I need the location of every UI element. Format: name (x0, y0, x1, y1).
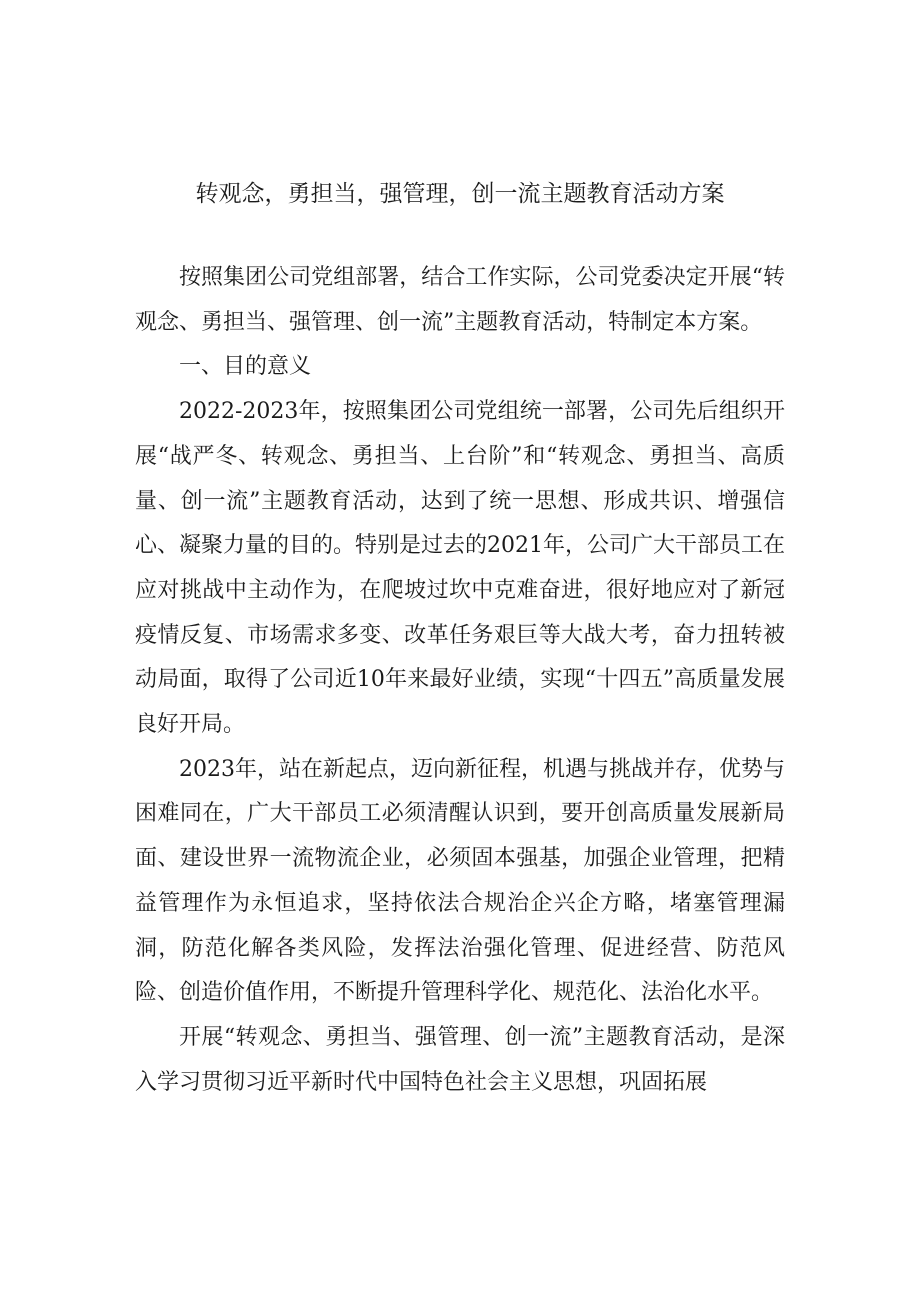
document-title: 转观念，勇担当，强管理，创一流主题教育活动方案 (195, 181, 725, 207)
section-heading: 一、目的意义 (179, 354, 312, 380)
paragraph-3: 开展“转观念、勇担当、强管理、创一流”主题教育活动，是深入学习贯彻习近平新时代中国特色社会主义思想，巩固拓展 (135, 1024, 785, 1095)
paragraph-1: 2022-2023年，按照集团公司党组统一部署，公司先后组织开展“战严冬、转观念、勇担当、上台阶”和“转观念、勇担当、高质量、创一流”主题教育活动，达到了统一思想、形成共识、增强信心、凝聚力量的目的。特别是过去的2021年，公司广大干部员工在应对挑战中主动作为，在爬坡过坎中克难奋进，很好地应对了新冠疫情反复、市场需求多变、改革任务艰巨等大战大考，奋力扭转被动局面，取得了公司近10年来最好业绩，实现“十四五”高质量发展良好开局。 (135, 399, 785, 738)
paragraph-2: 2023年，站在新起点，迈向新征程，机遇与挑战并存，优势与困难同在，广大干部员工必须清醒认识到，要开创高质量发展新局面、建设世界一流物流企业，必须固本强基，加强企业管理，把精益管理作为永恒追求，坚持依法合规治企兴企方略，堵塞管理漏洞，防范化解各类风险，发挥法治强化管理、促进经营、防范风险、创造价值作用，不断提升管理科学化、规范化、法治化水平。 (135, 756, 785, 1006)
intro-paragraph: 按照集团公司党组部署，结合工作实际，公司党委决定开展“转观念、勇担当、强管理、创一流”主题教育活动，特制定本方案。 (135, 265, 785, 335)
document-body (135, 256, 785, 1105)
